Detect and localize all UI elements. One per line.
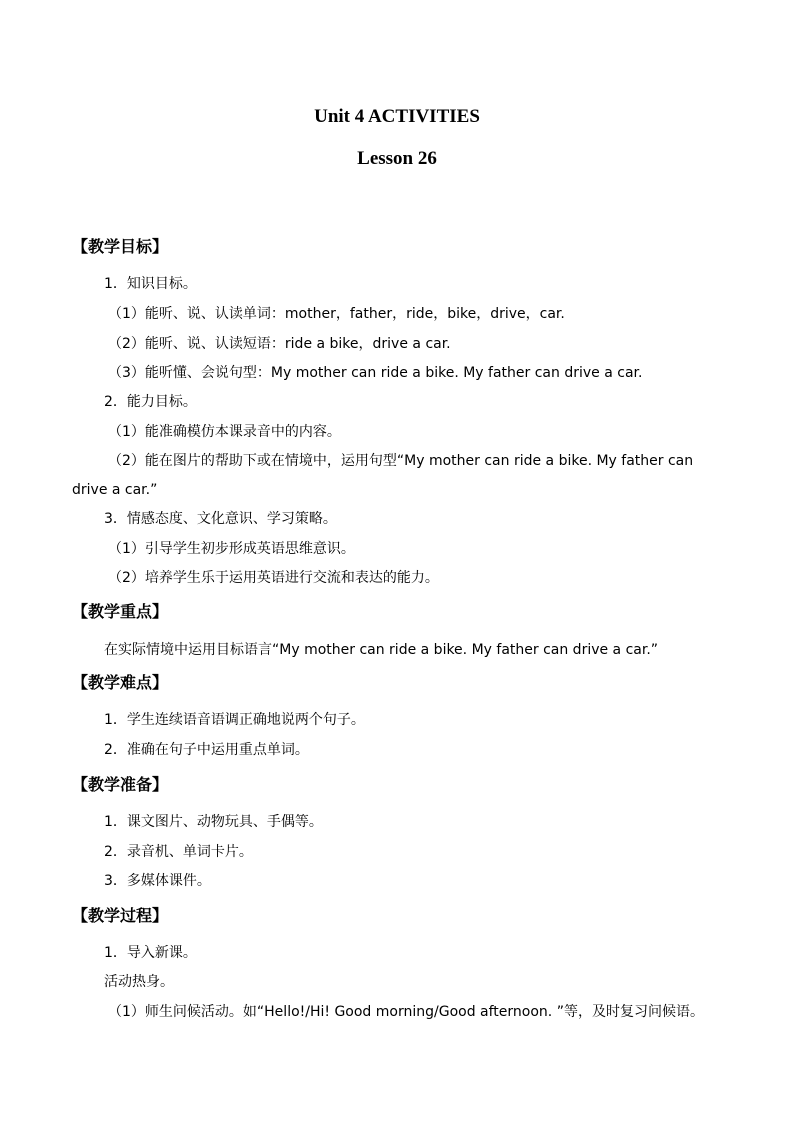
objectives-line: （2）能听、说、认读短语：ride a bike，drive a car. [108,336,451,352]
lesson-title: Lesson 26 [357,148,437,169]
difficulties-heading: 【教学难点】 [72,673,169,692]
unit-title: Unit 4 ACTIVITIES [314,106,480,127]
objectives-line: （2）能在图片的帮助下或在情境中，运用句型“My mother can ride a bike. My father can [108,453,694,469]
objectives-line: （2）培养学生乐于运用英语进行交流和表达的能力。 [108,570,439,586]
process-line: 活动热身。 [104,974,174,990]
process-line: 1．导入新课。 [104,945,197,961]
objectives-line: （1）能听、说、认读单词：mother，father，ride，bike，drive，car. [108,306,565,322]
objectives-line: 1．知识目标。 [104,276,197,292]
objectives-line: 3．情感态度、文化意识、学习策略。 [104,511,337,527]
preparation-heading: 【教学准备】 [72,775,169,794]
difficulties-line: 1．学生连续语音语调正确地说两个句子。 [104,712,365,728]
process-line: （1）师生问候活动。如“Hello!/Hi! Good morning/Good afternoon. ”等，及时复习问候语。 [108,1004,704,1020]
difficulties-line: 2．准确在句子中运用重点单词。 [104,742,309,758]
key-points-heading: 【教学重点】 [72,602,169,621]
preparation-line: 3．多媒体课件。 [104,873,211,889]
objectives-line: （1）能准确模仿本课录音中的内容。 [108,424,341,440]
key-points-line: 在实际情境中运用目标语言“My mother can ride a bike. My father can drive a car.” [104,642,659,658]
objectives-line: （3）能听懂、会说句型：My mother can ride a bike. My father can drive a car. [108,365,643,381]
preparation-line: 1．课文图片、动物玩具、手偶等。 [104,814,323,830]
preparation-line: 2．录音机、单词卡片。 [104,844,253,860]
objectives-heading: 【教学目标】 [72,237,169,256]
process-heading: 【教学过程】 [72,906,169,925]
objectives-line: 2．能力目标。 [104,394,197,410]
objectives-line: （1）引导学生初步形成英语思维意识。 [108,541,355,557]
objectives-line: drive a car.” [72,482,158,498]
